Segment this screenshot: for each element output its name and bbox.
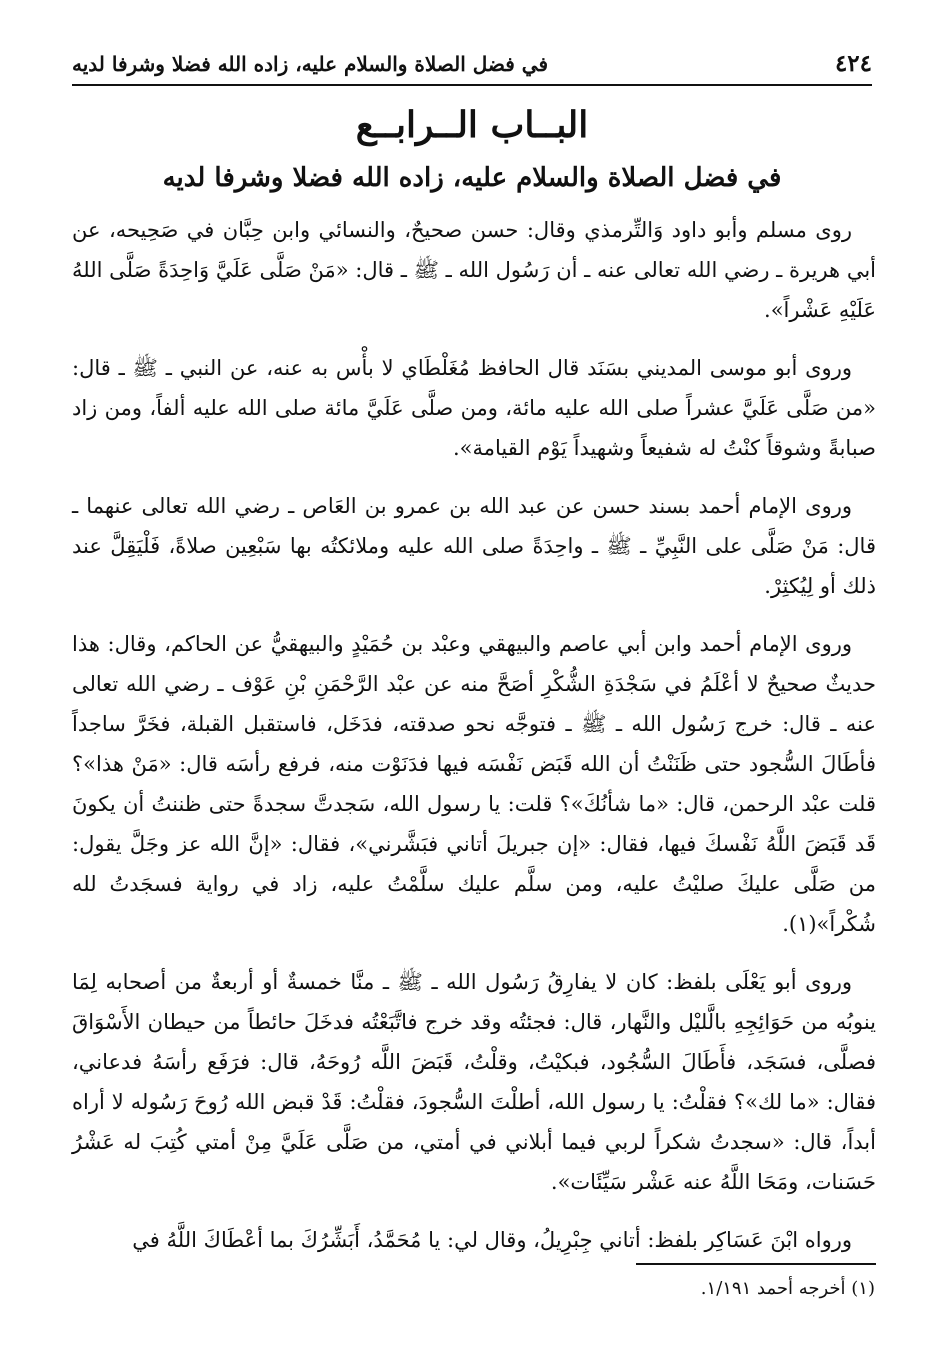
paragraph-5: وروى أبو يَعْلَى بلفظ: كان لا يفارِقُ رَسُول الله ـ ﷺ ـ منَّا خمسةٌ أو أربعةٌ من أصحابه لِمَا ينوبُه من حَوَائِجِهِ بالَّليْل والنَّهار، قال: فجئتُه وقد خرج فاتَّبَعْتُه فدخَلَ حائطاً من حيطان الأَسْوَاقَ فصلَّى، فسَجَد، فأَطَالَ السُّجُود، فبكيْتُ، وقلْتُ، قَبَضَ اللَّه رُوحَهُ، قال: فرَفَع رأسَهُ فدعاني، فقال: «ما لك»؟ فقلْتُ: يا رسول الله، أطلْتَ السُّجودَ، فقلْتُ: قَدْ قبض الله رُوحَ رَسُوله لا أراه أبداً، قال: «سجدتُ شكراً لربي فيما أبلاني في أمتي، من صَلَّى عَلَيَّ مِنْ أمتي كُتِبَ له عَشْرُ حَسَنات، ومَحَا اللَّهُ عنه عَشْر سَيِّئَات». [72,970,876,1194]
paragraph-2: وروى أبو موسى المديني بسَنَد قال الحافظ مُغَلْطَاي لا بأْس به عنه، عن النبي ـ ﷺ ـ قال: «من صَلَّى عَلَيَّ عشراً صلى الله عليه مائة، ومن صلَّى عَلَيَّ مائة صلى الله عليه ألفاً، ومن زاد صبابةً وشوقاً كنْتُ له شفيعاً وشهيداً يَوْم القيامة». [72,356,876,460]
chapter-title: البــاب الــرابــع [355,104,589,146]
paragraph-3: وروى الإمام أحمد بسند حسن عن عبد الله بن عمرو بن العَاص ـ رضي الله تعالى عنهما ـ قال: مَنْ صَلَّى على النَّبِيِّ ـ ﷺ ـ واحِدَةً صلى الله عليه وملائكتُه بها سَبْعِين صلاةً، فَلْيَقِلَّ عند ذلك أو لِيُكثِرْ. [72,494,876,598]
running-header [72,44,872,86]
paragraph-6: ورواه ابْنَ عَسَاكِر بلفظ: أتاني جِبْرِيلُ، وقال لي: يا مُحَمَّدُ، أَبَشِّرُكَ بما أعْطَاكَ اللَّهُ في [132,1228,852,1252]
running-header-title: في فضل الصلاة والسلام عليه، زاده الله فضلا وشرفا لديه [72,52,549,76]
paragraph-4: وروى الإمام أحمد وابن أبي عاصم والبيهقي وعبْد بن حُمَيْدٍ والبيهقيُّ عن الحاكم، وقال: هذا حديثٌ صحيحٌ لا أعْلَمُ في سَجْدَةِ الشُّكْرِ أصَحَّ منه عن عبْد الرَّحْمَنِ بْنِ عَوْف ـ رضي الله تعالى عنه ـ قال: خرج رَسُول الله ـ ﷺ ـ فتوجَّه نحو صدقته، فدَخَل، فاستقبل القبلة، فخَرَّ ساجداً فأطَالَ السُّجود حتى ظَنَنْتُ أن الله قَبَض نَفْسَه فيها فدَنَوْت منه، فرفع رأسَه قال: «مَنْ هذا»؟ قلت عبْد الرحمن، قال: «ما شأنُكَ»؟ قلت: يا رسول الله، سَجدتَّ سجدةً حتى ظننتُ أن يكونَ قَد قَبَضَ اللَّهُ نَفْسكَ فيها، فقال: «إن جبريلَ أتاني فبَشَّرني»، فقال: «إنَّ الله عز وجَلَّ يقول: من صَلَّى عليكَ صليْتُ عليه، ومن سلَّم عليك سلَّمْتُ عليه، زاد في رواية فسجَدتُ لله شُكْراً»(١). [72,632,876,936]
chapter-subtitle: في فضل الصلاة والسلام عليه، زاده الله فضلا وشرفا لديه [162,163,782,193]
footnote-divider [636,1263,876,1265]
paragraph-1: روى مسلم وأبو داود وَالتِّرمذي وقال: حسن صحيحٌ، والنسائي وابن حِبَّان في صَحِيحه، عن أبي هريرة ـ رضي الله تعالى عنه ـ أن رَسُول الله ـ ﷺ ـ قال: «مَنْ صَلَّى عَلَيَّ وَاحِدَةً صَلَّى اللهُ عَلَيْهِ عَشْراً». [72,218,876,322]
page-number: ٤٢٤ [834,50,872,77]
footnote: (١) أخرجه أحمد ١/١٩١. [700,1278,875,1299]
body-text [72,210,876,1278]
